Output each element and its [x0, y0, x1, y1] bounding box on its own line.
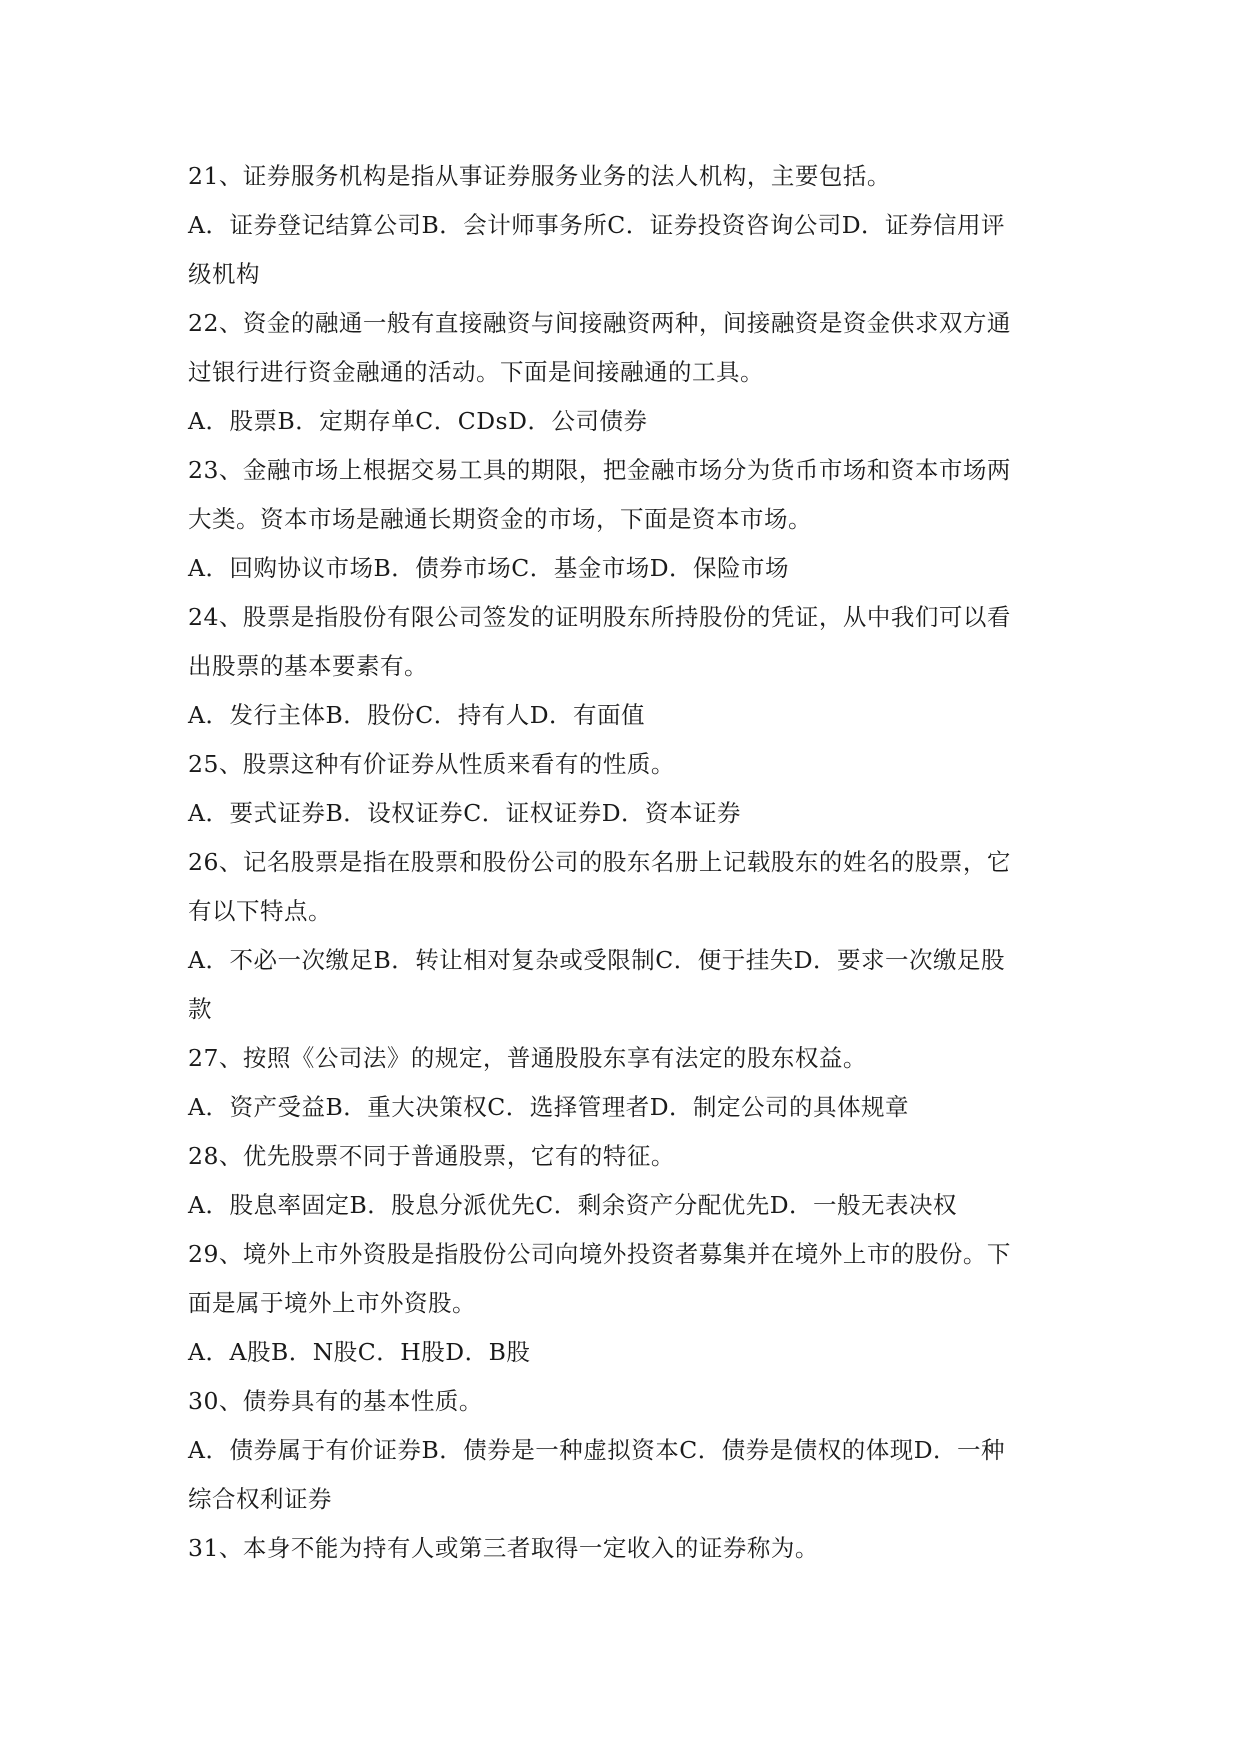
question-block: [188, 152, 1050, 299]
question-stem-line: 出股票的基本要素有。: [188, 652, 428, 680]
question-block: [188, 1034, 1050, 1132]
question-block: [188, 593, 1050, 740]
question-block: [188, 740, 1050, 838]
question-options-line: A．回购协议市场B．债券市场C．基金市场D．保险市场: [188, 554, 790, 582]
question-options-line: A．发行主体B．股份C．持有人D．有面值: [188, 701, 646, 729]
question-block: [188, 1524, 1050, 1573]
question-stem-line: 23、金融市场上根据交易工具的期限，把金融市场分为货币市场和资本市场两: [188, 456, 1011, 484]
question-options-line: A．要式证券B．设权证券C．证权证券D．资本证券: [188, 799, 742, 827]
question-stem-line: 26、记名股票是指在股票和股份公司的股东名册上记载股东的姓名的股票，它: [188, 848, 1011, 876]
question-options-line: A．股票B．定期存单C．CDsD．公司债券: [188, 407, 648, 435]
question-options-line: 级机构: [188, 260, 260, 288]
question-stem-line: 面是属于境外上市外资股。: [188, 1289, 476, 1317]
question-stem-line: 31、本身不能为持有人或第三者取得一定收入的证券称为。: [188, 1534, 819, 1562]
question-options-line: A．不必一次缴足B．转让相对复杂或受限制C．便于挂失D．要求一次缴足股: [188, 946, 1006, 974]
question-options-line: 综合权利证券: [188, 1485, 332, 1513]
question-options-line: A．证券登记结算公司B．会计师事务所C．证券投资咨询公司D．证券信用评: [188, 211, 1006, 239]
question-stem-line: 24、股票是指股份有限公司签发的证明股东所持股份的凭证，从中我们可以看: [188, 603, 1011, 631]
question-block: [188, 299, 1050, 446]
question-stem-line: 有以下特点。: [188, 897, 332, 925]
question-list: [188, 152, 1050, 1573]
question-block: [188, 446, 1050, 593]
question-stem-line: 25、股票这种有价证券从性质来看有的性质。: [188, 750, 675, 778]
question-stem-line: 21、证券服务机构是指从事证券服务业务的法人机构，主要包括。: [188, 162, 891, 190]
question-stem-line: 29、境外上市外资股是指股份公司向境外投资者募集并在境外上市的股份。下: [188, 1240, 1011, 1268]
question-options-line: 款: [188, 995, 212, 1023]
question-stem-line: 27、按照《公司法》的规定，普通股股东享有法定的股东权益。: [188, 1044, 867, 1072]
question-options-line: A．股息率固定B．股息分派优先C．剩余资产分配优先D．一般无表决权: [188, 1191, 958, 1219]
question-stem-line: 30、债券具有的基本性质。: [188, 1387, 483, 1415]
question-block: [188, 1132, 1050, 1230]
question-stem-line: 22、资金的融通一般有直接融资与间接融资两种，间接融资是资金供求双方通: [188, 309, 1011, 337]
question-stem-line: 过银行进行资金融通的活动。下面是间接融通的工具。: [188, 358, 764, 386]
question-block: [188, 1377, 1050, 1524]
question-block: [188, 1230, 1050, 1377]
question-stem-line: 28、优先股票不同于普通股票，它有的特征。: [188, 1142, 675, 1170]
question-options-line: A．资产受益B．重大决策权C．选择管理者D．制定公司的具体规章: [188, 1093, 910, 1121]
question-block: [188, 838, 1050, 1034]
question-stem-line: 大类。资本市场是融通长期资金的市场，下面是资本市场。: [188, 505, 812, 533]
question-options-line: A．债券属于有价证券B．债券是一种虚拟资本C．债券是债权的体现D．一种: [188, 1436, 1006, 1464]
question-options-line: A．A股B．N股C．H股D．B股: [188, 1338, 531, 1366]
